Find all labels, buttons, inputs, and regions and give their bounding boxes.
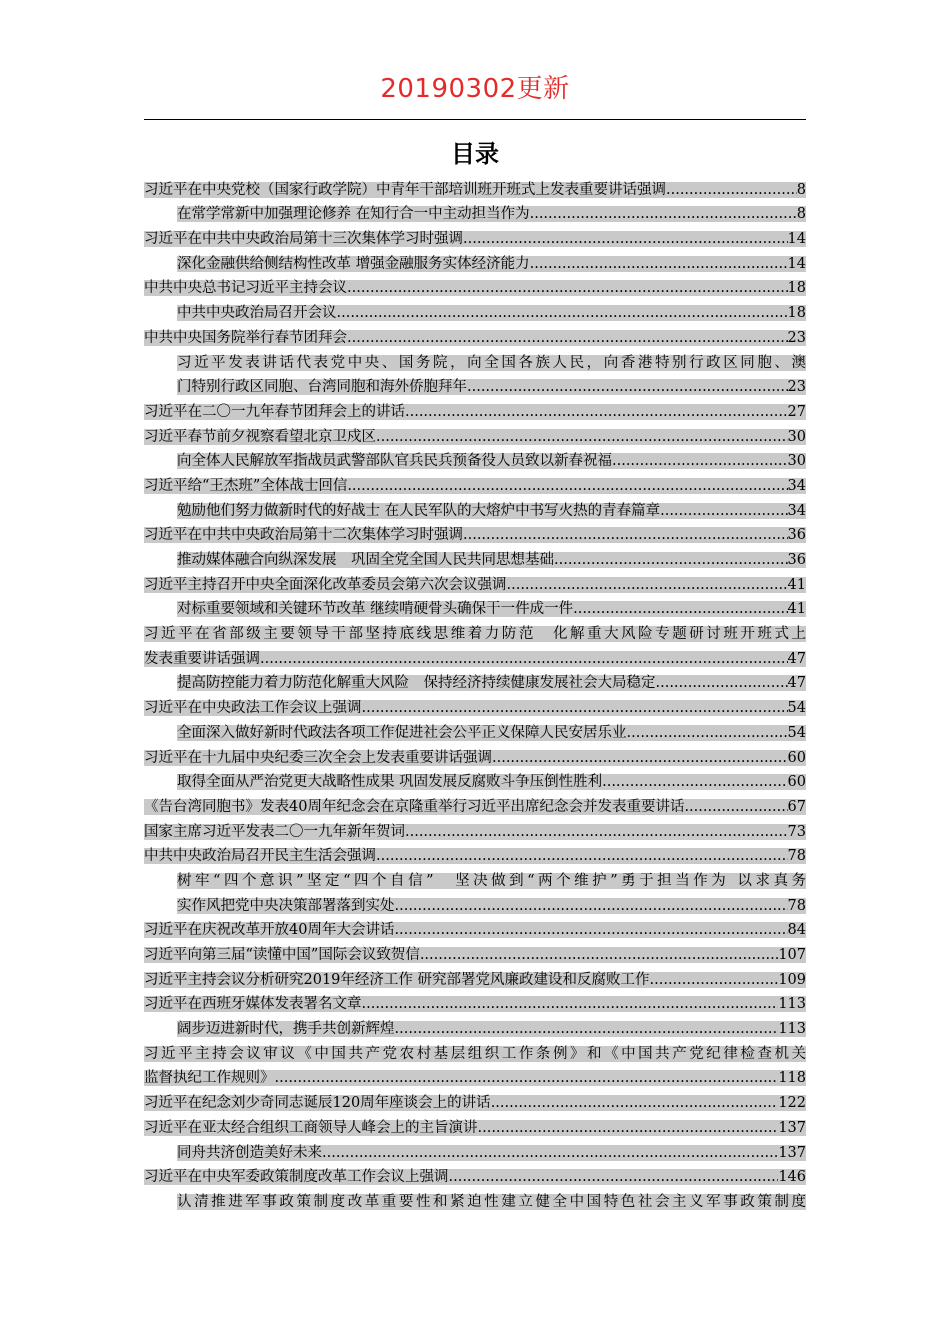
- toc-page-number: 8: [796, 206, 806, 223]
- toc-entry-title: 勉励他们努力做新时代的好战士 在人民军队的大熔炉中书写火热的青春篇章: [177, 502, 661, 519]
- toc-leader-dots: [612, 453, 788, 469]
- toc-page-number: 30: [787, 428, 806, 445]
- toc-entry-title: 习近平主持会议分析研究2019年经济工作 研究部署党风廉政建设和反腐败工作: [144, 971, 650, 988]
- toc-leader-dots: [660, 503, 787, 519]
- toc-entry[interactable]: [144, 177, 806, 202]
- toc-entry-title-line: 树牢“四个意识”坚定“四个自信” 坚决做到“两个维护”勇于担当作为 以求真务: [177, 872, 806, 889]
- toc-entry[interactable]: [144, 399, 806, 424]
- toc-leader-dots: [650, 972, 779, 988]
- toc-leader-dots: [666, 182, 797, 198]
- toc-page-number: 118: [778, 1070, 806, 1087]
- header-divider: [144, 119, 806, 120]
- toc-page-number: 54: [787, 724, 806, 741]
- toc-entry[interactable]: [144, 300, 806, 325]
- toc-leader-dots: [467, 379, 788, 395]
- toc-entry[interactable]: [144, 770, 806, 795]
- toc-entry[interactable]: [144, 1115, 806, 1140]
- toc-page-number: 137: [778, 1119, 806, 1136]
- toc-entry[interactable]: [144, 794, 806, 819]
- toc-page-number: 36: [787, 527, 806, 544]
- toc-page-number: 14: [787, 231, 806, 248]
- toc-entry[interactable]: [144, 350, 806, 399]
- toc-entry-title: 实作风把党中央决策部署落到实处: [177, 897, 395, 914]
- toc-page-number: 137: [778, 1144, 806, 1161]
- toc-entry[interactable]: [144, 226, 806, 251]
- toc-entry[interactable]: [144, 547, 806, 572]
- toc-page-number: 41: [787, 601, 806, 618]
- toc-entry-title-line: 认清推进军事政策制度改革重要性和紧迫性建立健全中国特色社会主义军事政策制度: [177, 1193, 806, 1210]
- toc-entry-title: 习近平在中共中央政治局第十二次集体学习时强调: [144, 527, 463, 544]
- toc-page-number: 34: [787, 477, 806, 494]
- toc-entry-title-line: 习近平在省部级主要领导干部坚持底线思维着力防范 化解重大风险专题研讨班开班式上: [144, 626, 806, 643]
- toc-entry[interactable]: [144, 276, 806, 301]
- toc-entry[interactable]: [144, 992, 806, 1017]
- toc-entry-title: 监督执纪工作规则》: [144, 1070, 275, 1087]
- toc-entry-title: 全面深入做好新时代政法各项工作促进社会公平正义保障人民安居乐业: [177, 724, 627, 741]
- toc-entry-title: 门特别行政区同胞、台湾同胞和海外侨胞拜年: [177, 379, 467, 396]
- toc-page-number: 41: [787, 576, 806, 593]
- toc-page-number: 113: [778, 1021, 806, 1038]
- toc-page-number: 73: [787, 823, 806, 840]
- toc-entry[interactable]: [144, 745, 806, 770]
- toc-leader-dots: [347, 280, 788, 296]
- toc-entry[interactable]: [144, 424, 806, 449]
- toc-leader-dots: [395, 898, 788, 914]
- toc-page-number: 60: [787, 749, 806, 766]
- toc-leader-dots: [260, 651, 788, 667]
- toc-entry[interactable]: [144, 671, 806, 696]
- toc-entry-title: 中共中央总书记习近平主持会议: [144, 280, 347, 297]
- toc-entry[interactable]: [144, 1090, 806, 1115]
- toc-page-number: 23: [787, 329, 806, 346]
- toc-leader-dots: [394, 922, 787, 938]
- toc-entry[interactable]: [144, 1016, 806, 1041]
- toc-page-number: 67: [787, 798, 806, 815]
- toc-leader-dots: [602, 774, 787, 790]
- toc-entry-title: 《告台湾同胞书》发表40周年纪念会在京隆重举行习近平出席纪念会并发表重要讲话: [144, 798, 685, 815]
- toc-leader-dots: [405, 404, 788, 420]
- toc-entry[interactable]: [144, 325, 806, 350]
- toc-entry-title: 国家主席习近平发表二〇一九年新年贺词: [144, 823, 405, 840]
- toc-leader-dots: [507, 577, 788, 593]
- toc-leader-dots: [322, 1145, 778, 1161]
- toc-entry-title: 习近平给“王杰班”全体战士回信: [144, 477, 348, 494]
- toc-entry-title: 深化金融供给侧结构性改革 增强金融服务实体经济能力: [177, 255, 530, 272]
- toc-entry-title: 习近平在中央军委政策制度改革工作会议上强调: [144, 1169, 449, 1186]
- toc-leader-dots: [337, 305, 788, 321]
- toc-leader-dots: [463, 231, 788, 247]
- toc-entry-title: 取得全面从严治党更大战略性成果 巩固发展反腐败斗争压倒性胜利: [177, 774, 603, 791]
- toc-entry[interactable]: [144, 819, 806, 844]
- toc-entry[interactable]: [144, 695, 806, 720]
- toc-leader-dots: [530, 256, 788, 272]
- toc-leader-dots: [627, 725, 788, 741]
- toc-leader-dots: [573, 601, 787, 617]
- toc-page-number: 47: [787, 650, 806, 667]
- toc-leader-dots: [275, 1070, 779, 1086]
- toc-page-number: 78: [787, 897, 806, 914]
- toc-page-number: 60: [787, 774, 806, 791]
- toc-entry[interactable]: [144, 572, 806, 597]
- toc-page-number: 84: [787, 922, 806, 939]
- toc-entry[interactable]: [144, 523, 806, 548]
- update-date-title: 20190302更新: [380, 74, 570, 104]
- toc-page-number: 78: [787, 848, 806, 865]
- toc-entry[interactable]: [144, 942, 806, 967]
- toc-entry[interactable]: [144, 449, 806, 474]
- toc-entry-title: 习近平向第三届“读懂中国”国际会议致贺信: [144, 947, 420, 963]
- toc-leader-dots: [376, 848, 788, 864]
- toc-entry-title: 习近平在亚太经合组织工商领导人峰会上的主旨演讲: [144, 1119, 478, 1136]
- toc-leader-dots: [347, 330, 788, 346]
- toc-entry-title: 向全体人民解放军指战员武警部队官兵民兵预备役人员致以新春祝福: [177, 453, 612, 470]
- toc-leader-dots: [554, 552, 788, 568]
- toc-leader-dots: [492, 750, 788, 766]
- toc-leader-dots: [376, 429, 788, 445]
- toc-entry-title: 习近平春节前夕视察看望北京卫戍区: [144, 428, 376, 445]
- toc-entry-title: 在常学常新中加强理论修养 在知行合一中主动担当作为: [177, 206, 530, 223]
- toc-entry[interactable]: [144, 967, 806, 992]
- toc-leader-dots: [491, 1095, 779, 1111]
- toc-entry-title: 中共中央政治局召开民主生活会强调: [144, 848, 376, 865]
- toc-entry[interactable]: [144, 621, 806, 670]
- toc-entry[interactable]: [144, 473, 806, 498]
- toc-entry[interactable]: [144, 868, 806, 917]
- toc-entry-title: 习近平在中央党校（国家行政学院）中青年干部培训班开班式上发表重要讲话强调: [144, 181, 666, 198]
- toc-entry[interactable]: [144, 1041, 806, 1090]
- toc-title: 目录: [451, 139, 499, 168]
- toc-entry[interactable]: [144, 918, 806, 943]
- toc-entry-title: 同舟共济创造美好未来: [177, 1144, 322, 1161]
- toc-entry-title: 习近平在中央政法工作会议上强调: [144, 700, 362, 717]
- toc-leader-dots: [656, 675, 788, 691]
- toc-entry-title: 习近平在庆祝改革开放40周年大会讲话: [144, 922, 395, 939]
- toc-page-number: 34: [787, 502, 806, 519]
- toc-entry[interactable]: [144, 1140, 806, 1165]
- toc-entry-title-line: 习近平主持会议审议《中国共产党农村基层组织工作条例》和《中国共产党纪律检查机关: [144, 1045, 806, 1062]
- toc-entry[interactable]: [144, 251, 806, 276]
- table-of-contents: [144, 177, 806, 1214]
- toc-leader-dots: [478, 1120, 779, 1136]
- toc-leader-dots: [684, 799, 787, 815]
- toc-leader-dots: [395, 1021, 779, 1037]
- toc-entry[interactable]: [144, 498, 806, 523]
- toc-page-number: 47: [787, 675, 806, 692]
- toc-leader-dots: [463, 527, 788, 543]
- toc-leader-dots: [362, 700, 788, 716]
- toc-leader-dots: [405, 824, 788, 840]
- toc-entry-title: 习近平在中共中央政治局第十三次集体学习时强调: [144, 231, 463, 248]
- toc-entry[interactable]: [144, 844, 806, 869]
- toc-entry-title: 推动媒体融合向纵深发展 巩固全党全国人民共同思想基础: [177, 552, 554, 568]
- toc-leader-dots: [347, 478, 787, 494]
- toc-entry-title: 发表重要讲话强调: [144, 650, 260, 667]
- toc-page-number: 18: [787, 305, 806, 322]
- toc-entry[interactable]: [144, 1165, 806, 1190]
- toc-entry[interactable]: [144, 1189, 806, 1214]
- toc-page-number: 18: [787, 280, 806, 297]
- toc-page-number: 8: [796, 181, 806, 198]
- toc-page-number: 23: [787, 379, 806, 396]
- toc-entry-title: 阔步迈进新时代，携手共创新辉煌: [177, 1021, 395, 1038]
- toc-entry-title: 习近平在西班牙媒体发表署名文章: [144, 996, 362, 1013]
- toc-page-number: 146: [778, 1169, 806, 1186]
- toc-leader-dots: [530, 206, 797, 222]
- toc-page-number: 107: [778, 947, 806, 963]
- toc-entry-title: 习近平在纪念刘少奇同志诞辰120周年座谈会上的讲话: [144, 1095, 491, 1112]
- toc-page-number: 122: [778, 1095, 806, 1112]
- toc-entry[interactable]: [144, 202, 806, 227]
- toc-entry-title-line: 习近平发表讲话代表党中央、国务院，向全国各族人民，向香港特别行政区同胞、澳: [177, 354, 806, 371]
- toc-leader-dots: [420, 947, 778, 963]
- toc-page-number: 14: [787, 255, 806, 272]
- toc-entry[interactable]: [144, 597, 806, 622]
- toc-entry-title: 提高防控能力着力防范化解重大风险 保持经济持续健康发展社会大局稳定: [177, 675, 656, 692]
- toc-leader-dots: [362, 996, 779, 1012]
- toc-entry-title: 对标重要领域和关键环节改革 继续啃硬骨头确保干一件成一件: [177, 601, 574, 618]
- toc-page-number: 54: [787, 700, 806, 717]
- toc-leader-dots: [449, 1169, 779, 1185]
- toc-page-number: 30: [787, 453, 806, 470]
- toc-page-number: 109: [778, 971, 806, 988]
- toc-entry-title: 中共中央国务院举行春节团拜会: [144, 329, 347, 346]
- toc-page-number: 113: [778, 996, 806, 1013]
- toc-entry-title: 习近平主持召开中央全面深化改革委员会第六次会议强调: [144, 576, 507, 593]
- toc-page-number: 27: [787, 403, 806, 420]
- toc-entry[interactable]: [144, 720, 806, 745]
- toc-page-number: 36: [787, 552, 806, 568]
- toc-entry-title: 中共中央政治局召开会议: [177, 305, 337, 322]
- toc-entry-title: 习近平在二〇一九年春节团拜会上的讲话: [144, 403, 405, 420]
- toc-entry-title: 习近平在十九届中央纪委三次全会上发表重要讲话强调: [144, 749, 492, 766]
